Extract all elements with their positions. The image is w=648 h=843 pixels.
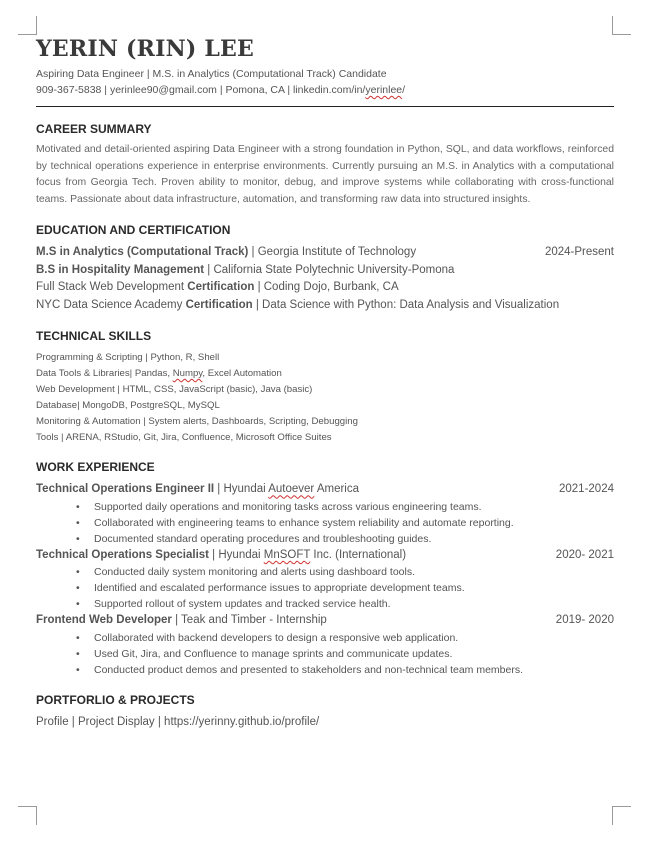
resume-name: YERIN (RIN) LEE — [36, 36, 254, 62]
section-title-projects: PORTFORLIO & PROJECTS — [36, 692, 195, 707]
education-item — [36, 279, 614, 297]
skill-line — [36, 414, 614, 430]
job-bullet: • Supported rollout of system updates and tracked service health. — [36, 596, 614, 612]
page-corner-mark — [18, 806, 37, 825]
job-date: 2021-2024 — [559, 483, 614, 496]
contact-line — [36, 82, 614, 98]
skill-text: Monitoring & Automation | System alerts, Dashboards, Scripting, Debugging — [36, 415, 358, 427]
page-corner-mark — [612, 16, 631, 35]
skill-flagged-word: Numpy — [172, 367, 203, 379]
job-bullet: • Conducted daily system monitoring and alerts using dashboard tools. — [36, 564, 614, 580]
job-company: | Hyundai — [214, 483, 269, 496]
education-school: | California State Polytechnic University-Pomona — [204, 263, 455, 276]
job-heading — [36, 612, 614, 630]
job-company-end: America — [314, 483, 360, 496]
skill-text: Tools | ARENA, RStudio, Git, Jira, Confluence, Microsoft Office Suites — [36, 431, 332, 443]
resume-page — [36, 34, 614, 731]
education-school: | Coding Dojo, Burbank, CA — [254, 281, 399, 293]
job-bullet: • Documented standard operating procedures and troubleshooting guides. — [36, 531, 614, 547]
education-degree: Certification — [187, 281, 255, 293]
education-list — [36, 244, 614, 314]
job-date: 2020- 2021 — [555, 548, 614, 561]
job-bullets — [36, 630, 614, 678]
skills-list — [36, 350, 614, 445]
skill-line — [36, 350, 614, 366]
skill-text: Database| MongoDB, PostgreSQL, MySQL — [36, 399, 220, 411]
section-title-education: EDUCATION AND CERTIFICATION — [36, 223, 231, 237]
job-company: | Teak and Timber - Internship — [171, 614, 327, 627]
resume-subtitle: Aspiring Data Engineer | M.S. in Analytics (Computational Track) Candidate — [36, 68, 387, 80]
education-prefix: NYC Data Science Academy — [36, 298, 186, 311]
skill-text: Programming & Scripting | Python, R, Shell — [36, 352, 220, 363]
job-bullet: • Collaborated with engineering teams to enhance system reliability and automate reporting. — [36, 515, 614, 531]
page-corner-mark — [18, 16, 37, 35]
skill-line — [36, 398, 614, 414]
skill-line — [36, 366, 614, 382]
education-degree: Certification — [185, 298, 253, 311]
page-corner-mark — [612, 806, 631, 825]
section-title-summary: CAREER SUMMARY — [36, 122, 152, 136]
job-date: 2019- 2020 — [555, 614, 614, 627]
job-company-end: Inc. (International) — [310, 548, 407, 561]
job-role: Frontend Web Developer — [36, 614, 172, 627]
skill-line — [36, 382, 614, 398]
job-bullet: • Used Git, Jira, and Confluence to manage sprints and communicate updates. — [36, 646, 614, 662]
skill-line — [36, 430, 614, 446]
skill-text: Web Development | HTML, CSS, JavaScript (basic), Java (basic) — [36, 383, 313, 395]
job-bullet: • Supported daily operations and monitoring tasks across various engineering teams. — [36, 499, 614, 515]
header-divider — [36, 106, 614, 107]
education-degree: M.S in Analytics (Computational Track) — [36, 246, 249, 258]
job-bullets — [36, 499, 614, 547]
job-heading — [36, 547, 614, 565]
job-company-flagged: MnSOFT — [263, 548, 311, 561]
job-company: | Hyundai — [208, 548, 264, 561]
work-list — [36, 481, 614, 678]
job-bullets — [36, 564, 614, 612]
education-school: | Georgia Institute of Technology — [248, 246, 417, 258]
job-bullet: • Identified and escalated performance issues to appropriate development teams. — [36, 580, 614, 596]
education-date: 2024-Present — [544, 246, 614, 258]
education-prefix: Full Stack Web Development — [36, 281, 188, 293]
education-school: | Data Science with Python: Data Analysis and Visualization — [252, 298, 560, 311]
contact-details: 909-367-5838 | yerinlee90@gmail.com | Pomona, CA | linkedin.com/in/ — [36, 84, 366, 96]
education-degree: B.S in Hospitality Management — [36, 263, 205, 276]
projects-text: Profile | Project Display | https://yerinny.github.io/profile/ — [36, 715, 320, 728]
section-title-work: WORK EXPERIENCE — [36, 460, 155, 475]
contact-suffix: / — [402, 84, 406, 96]
education-item — [36, 244, 614, 262]
summary-text: Motivated and detail-oriented aspiring Data Engineer with a strong foundation in Python, SQL, and data workflows, reinforced by technical operations experience in enterprise environments. Currently pursuing an M.S. in Analytics with a computational focus from Georgia Tech. Proven ability to monitor, debug, and improve systems while collaborating with cross-functional teams. Passionate about data infrastructure, automation, and transforming raw data into structured insights. — [36, 144, 614, 205]
linkedin-handle: yerinlee — [365, 84, 403, 96]
job-bullet: • Conducted product demos and presented to stakeholders and non-technical team members. — [36, 662, 614, 678]
job-heading — [36, 481, 614, 499]
job-company-flagged: Autoever — [268, 483, 315, 496]
job-bullet: • Collaborated with backend developers to design a responsive web application. — [36, 630, 614, 646]
skill-text: Data Tools & Libraries| Pandas, — [36, 367, 173, 379]
job-role: Technical Operations Specialist — [36, 548, 209, 561]
education-item — [36, 297, 614, 315]
education-item — [36, 262, 614, 280]
job-role: Technical Operations Engineer II — [36, 483, 215, 496]
skill-text-end: , Excel Automation — [202, 367, 282, 379]
section-title-skills: TECHNICAL SKILLS — [36, 329, 152, 343]
